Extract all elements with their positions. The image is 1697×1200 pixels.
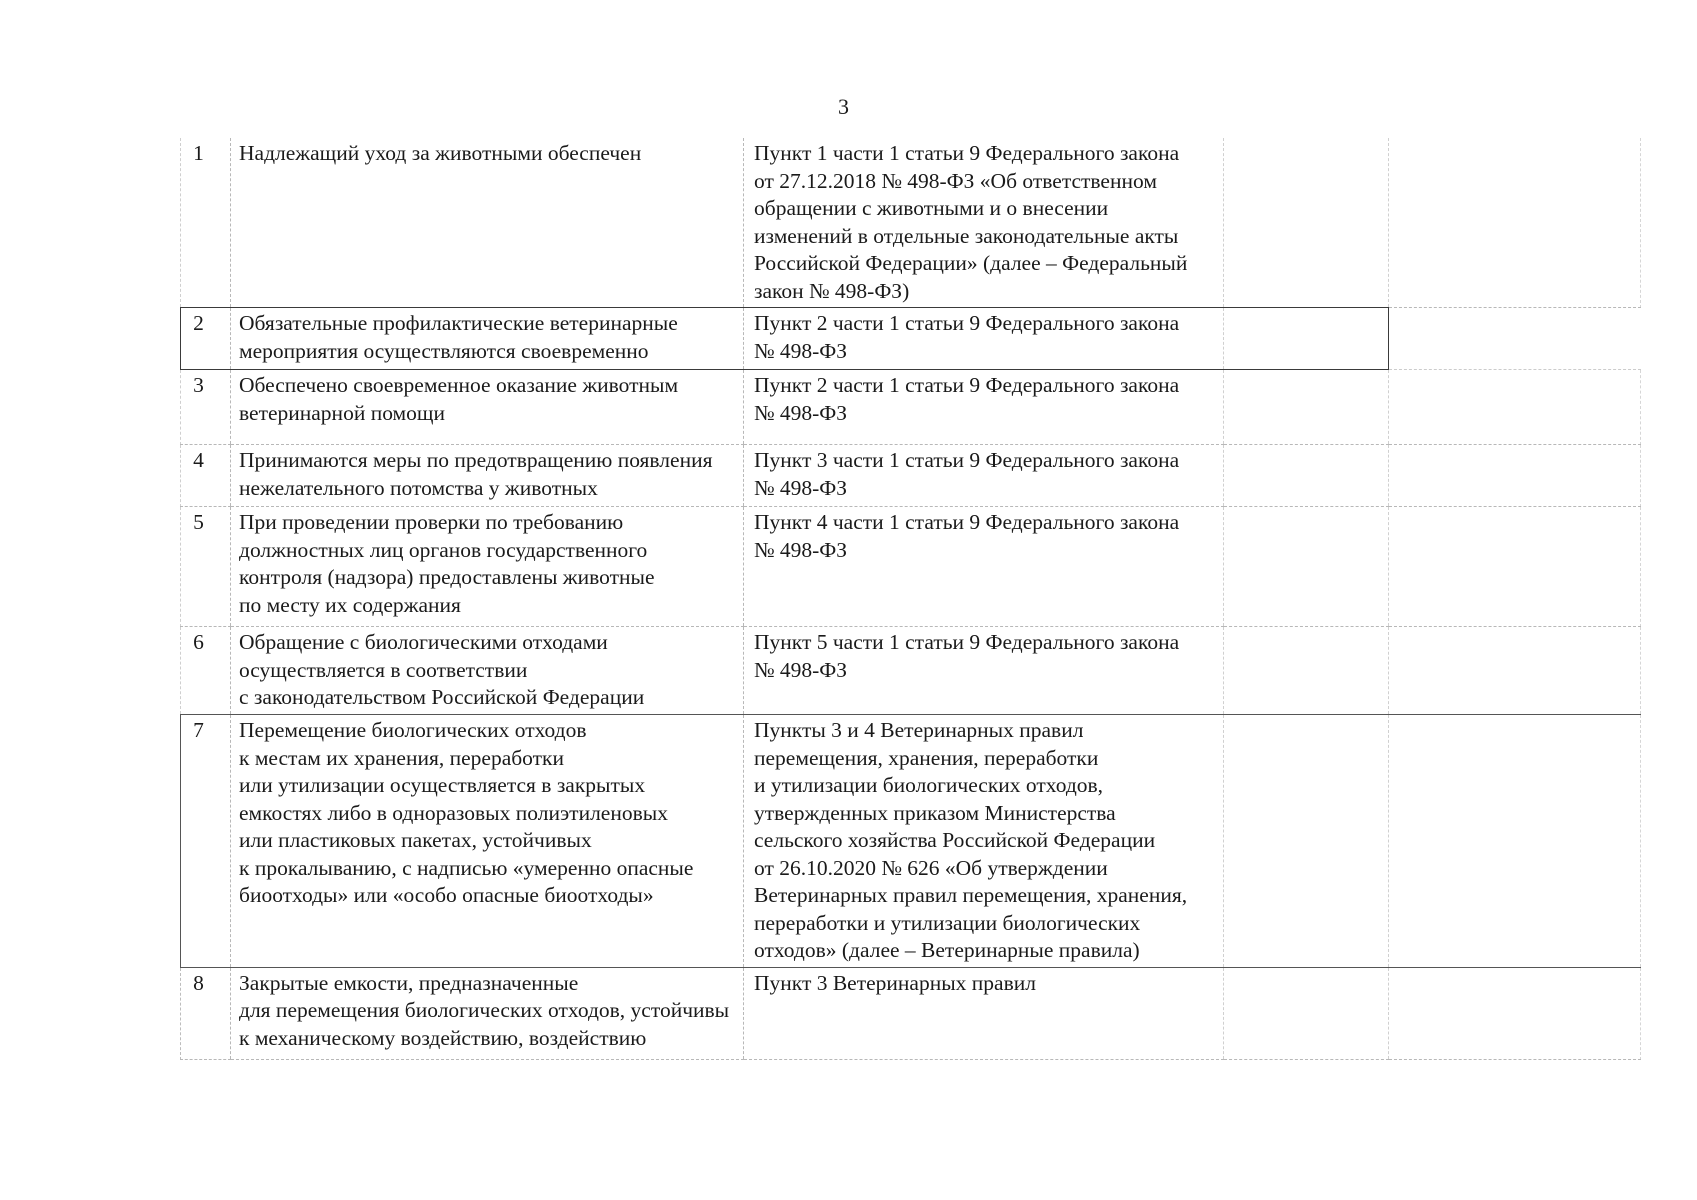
row-number: 3 — [181, 370, 231, 445]
reference-cell: Пункт 2 части 1 статьи 9 Федерального закона № 498-ФЗ — [744, 308, 1224, 370]
note-cell — [1389, 138, 1641, 308]
reference-cell: Пункты 3 и 4 Ветеринарных правил перемещения, хранения, переработки и утилизации биологических отходов, утвержденных приказом Министерства сельского хозяйства Российской Федерации от 26.10.2020 № 626 «Об утверждении Ветеринарных правил перемещения, хранения, переработки и утилизации биологических отходов» (далее – Ветеринарные правила) — [744, 715, 1224, 968]
row-number: 4 — [181, 445, 231, 507]
answer-cell — [1224, 370, 1389, 445]
reference-cell: Пункт 5 части 1 статьи 9 Федерального закона № 498-ФЗ — [744, 627, 1224, 715]
page-number — [0, 94, 1697, 120]
answer-cell — [1224, 507, 1389, 627]
row-number: 7 — [181, 715, 231, 968]
reference-cell: Пункт 2 части 1 статьи 9 Федерального закона № 498-ФЗ — [744, 370, 1224, 445]
table-row — [181, 627, 1641, 715]
note-cell — [1389, 445, 1641, 507]
answer-cell — [1224, 138, 1389, 308]
table-row — [181, 138, 1641, 308]
row-number: 1 — [181, 138, 231, 308]
requirement-cell: Обращение с биологическими отходами осуществляется в соответствии с законодательством Российской Федерации — [231, 627, 744, 715]
table-row — [181, 308, 1641, 370]
table-row — [181, 715, 1641, 968]
note-cell — [1389, 370, 1641, 445]
requirement-cell: Надлежащий уход за животными обеспечен — [231, 138, 744, 308]
answer-cell — [1224, 308, 1389, 370]
table-row — [181, 370, 1641, 445]
reference-cell: Пункт 3 Ветеринарных правил — [744, 967, 1224, 1059]
note-cell — [1389, 507, 1641, 627]
row-number: 8 — [181, 967, 231, 1059]
answer-cell — [1224, 445, 1389, 507]
row-number: 2 — [181, 308, 231, 370]
row-number: 5 — [181, 507, 231, 627]
requirement-cell: Обеспечено своевременное оказание животным ветеринарной помощи — [231, 370, 744, 445]
requirement-cell: Принимаются меры по предотвращению появления нежелательного потомства у животных — [231, 445, 744, 507]
answer-cell — [1224, 715, 1389, 968]
reference-cell: Пункт 4 части 1 статьи 9 Федерального закона № 498-ФЗ — [744, 507, 1224, 627]
requirement-cell: Закрытые емкости, предназначенные для перемещения биологических отходов, устойчивы к механическому воздействию, воздействию — [231, 967, 744, 1059]
requirement-cell: Обязательные профилактические ветеринарные мероприятия осуществляются своевременно — [231, 308, 744, 370]
answer-cell — [1224, 627, 1389, 715]
note-cell — [1389, 715, 1641, 968]
requirement-cell: Перемещение биологических отходов к местам их хранения, переработки или утилизации осуществляется в закрытых емкостях либо в одноразовых полиэтиленовых или пластиковых пакетах, устойчивых к прокалыванию, с надписью «умеренно опасные биоотходы» или «особо опасные биоотходы» — [231, 715, 744, 968]
requirement-cell: При проведении проверки по требованию должностных лиц органов государственного контроля (надзора) предоставлены животные по месту их содержания — [231, 507, 744, 627]
table-row — [181, 507, 1641, 627]
table-row — [181, 967, 1641, 1059]
note-cell — [1389, 967, 1641, 1059]
table-row — [181, 445, 1641, 507]
note-cell — [1389, 627, 1641, 715]
reference-cell: Пункт 3 части 1 статьи 9 Федерального закона № 498-ФЗ — [744, 445, 1224, 507]
row-number: 6 — [181, 627, 231, 715]
page-number-text: 3 — [838, 94, 849, 119]
answer-cell — [1224, 967, 1389, 1059]
reference-cell: Пункт 1 части 1 статьи 9 Федерального закона от 27.12.2018 № 498-ФЗ «Об ответственном обращении с животными и о внесении изменений в отдельные законодательные акты Российской Федерации» (далее – Федеральный закон № 498-ФЗ) — [744, 138, 1224, 308]
requirements-table — [180, 138, 1641, 1060]
note-cell — [1389, 308, 1641, 370]
